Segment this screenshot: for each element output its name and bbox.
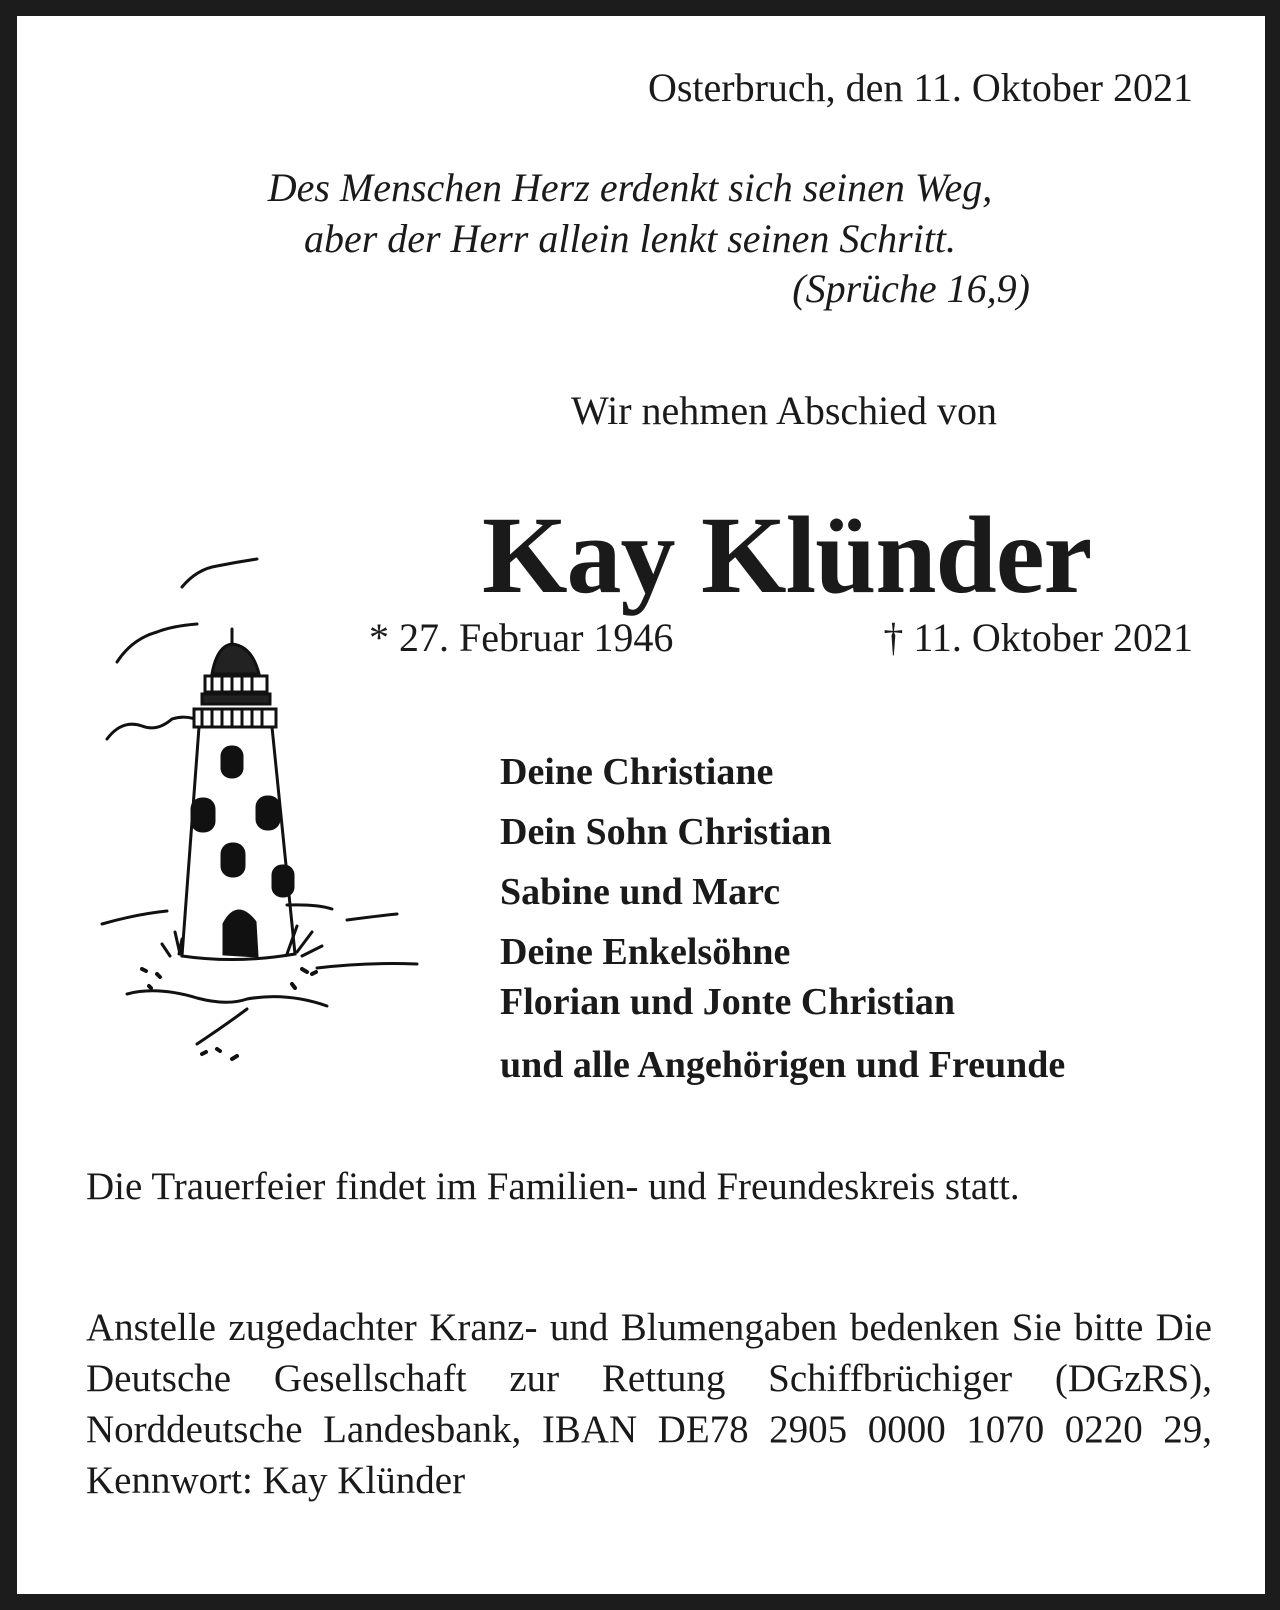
place-date: Osterbruch, den 11. Oktober 2021: [647, 65, 1193, 110]
mourner: Florian und Jonte Christian: [500, 981, 956, 1023]
mourner: Sabine und Marc: [500, 871, 781, 913]
intro-text: Wir nehmen Abschied von: [570, 388, 998, 433]
obituary-notice: [17, 16, 1265, 1594]
death-date: † 11. Oktober 2021: [883, 615, 1193, 660]
quote-line-1: Des Menschen Herz erdenkt sich seinen Weg,: [267, 165, 993, 210]
birth-date: * 27. Februar 1946: [369, 615, 674, 660]
mourner: Deine Enkelsöhne: [500, 931, 791, 973]
mourner: Dein Sohn Christian: [500, 811, 832, 853]
mourner: und alle Angehörigen und Freunde: [500, 1044, 1066, 1086]
ceremony-note: Die Trauerfeier findet im Familien- und Freundeskreis statt.: [86, 1165, 1020, 1208]
mourner: Deine Christiane: [500, 751, 774, 793]
quote-line-2: aber der Herr allein lenkt seinen Schritt.: [303, 216, 957, 261]
donation-note: Anstelle zugedachter Kranz- und Blumengaben bedenken Sie bitte Die Deutsche Gesellschaft zur Rettung Schiffbrüchiger (DGzRS), Norddeutsche Landesbank, IBAN DE78 2905 0000 1070 0220 29, Kennwort: Kay Klünder: [86, 1306, 1212, 1502]
quote-source: (Sprüche 16,9): [792, 266, 1030, 311]
deceased-name: Kay Klünder: [482, 494, 1092, 616]
lighthouse-illustration: [87, 554, 507, 1114]
